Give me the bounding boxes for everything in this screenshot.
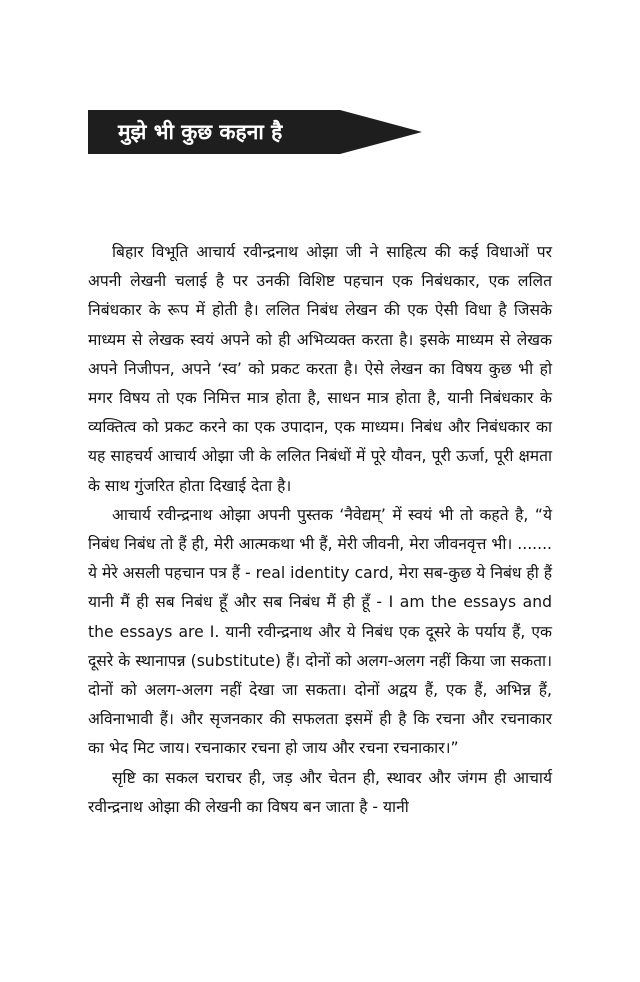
paragraph-2: आचार्य रवीन्द्रनाथ ओझा अपनी पुस्तक ‘नैवेद्यम्’ में स्वयं भी तो कहते है, “ये निबंध निबंध तो हैं ही, मेरी आत्मकथा भी हैं, मेरी जीवनी, मेरा जीवनवृत्त भी। ....... ये मेरे असली पहचान पत्र हैं - real identity card, मेरा सब-कुछ ये निबंध ही हैं यानी मैं ही सब निबंध हूँ और सब निबंध मैं ही हूँ - I am the essays and the essays are I. यानी रवीन्द्रनाथ और ये निबंध एक दूसरे के पर्याय हैं, एक दूसरे के स्थानापन्न (substitute) हैं। दोनों को अलग-अलग नहीं किया जा सकता। दोनों को अलग-अलग नहीं देखा जा सकता। दोनों अद्वय हैं, एक हैं, अभिन्न हैं, अविनाभावी हैं। और सृजनकार की सफलता इसमें ही है कि रचना और रचनाकार का भेद मिट जाय। रचनाकार रचना हो जाय और रचना रचनाकार।” <box>88 505 552 758</box>
chapter-title-banner <box>88 110 422 154</box>
body-text <box>88 238 552 822</box>
chapter-title: मुझे भी कुछ कहना है <box>118 120 283 144</box>
paragraph-3: सृष्टि का सकल चराचर ही, जड़ और चेतन ही, स्थावर और जंगम ही आचार्य रवीन्द्रनाथ ओझा की लेखनी का विषय बन जाता है - यानी <box>88 768 552 816</box>
paragraph-1: बिहार विभूति आचार्य रवीन्द्रनाथ ओझा जी ने साहित्य की कई विधाओं पर अपनी लेखनी चलाई है पर उनकी विशिष्ट पहचान एक निबंधकार, एक ललित निबंधकार के रूप में होती है। ललित निबंध लेखन की एक ऐसी विधा है जिसके माध्यम से लेखक स्वयं अपने को ही अभिव्यक्त करता है। इसके माध्यम से लेखक अपने निजीपन, अपने ‘स्व’ को प्रकट करता है। ऐसे लेखन का विषय कुछ भी हो मगर विषय तो एक निमित्त मात्र होता है, साधन मात्र होता है, यानी निबंधकार के व्यक्तित्व को प्रकट करने का एक उपादान, एक माध्यम। निबंध और निबंधकार का यह साहचर्य आचार्य ओझा जी के ललित निबंधों में पूरे यौवन, पूरी ऊर्जा, पूरी क्षमता के साथ गुंजरित होता दिखाई देता है। <box>88 243 552 495</box>
